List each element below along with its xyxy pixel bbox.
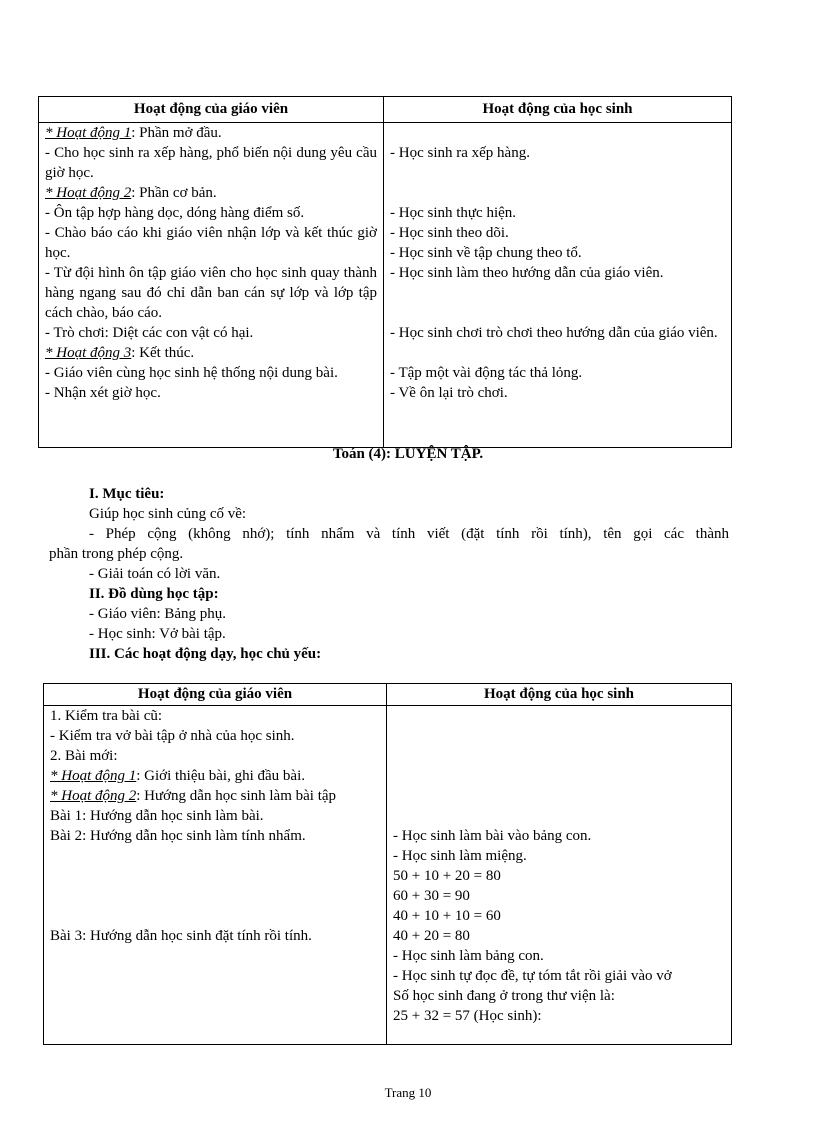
activity-1-label: * Hoạt động 1 bbox=[45, 125, 132, 141]
exercise-line: Bài 3: Hướng dẫn học sinh đặt tính rồi tính. bbox=[50, 928, 312, 944]
materials-item: - Giáo viên: Bảng phụ. bbox=[89, 606, 227, 622]
page-number: Trang 10 bbox=[384, 1085, 432, 1100]
activity-3-label: * Hoạt động 3 bbox=[45, 345, 132, 361]
header-student: Hoạt động của học sinh bbox=[387, 684, 732, 706]
exercise-line: Bài 2: Hướng dẫn học sinh làm tính nhẩm. bbox=[50, 828, 306, 844]
student-line: - Học sinh theo dõi. bbox=[390, 225, 509, 241]
activity-2-line bbox=[45, 183, 377, 203]
math-expression: 60 + 30 = 90 bbox=[393, 888, 470, 904]
materials-heading: II. Đồ dùng học tập: bbox=[89, 586, 219, 602]
activity-2-text: : Phần cơ bản. bbox=[131, 185, 217, 201]
lesson-title: Toán (4): LUYỆN TẬP. bbox=[332, 446, 484, 462]
activity-2-line bbox=[50, 786, 380, 806]
header-teacher: Hoạt động của giáo viên bbox=[39, 97, 384, 123]
student-line: - Học sinh chơi trò chơi theo hướng dẫn của giáo viên. bbox=[390, 325, 718, 341]
teacher-cell bbox=[44, 706, 387, 1045]
teacher-line: 1. Kiểm tra bài cũ: bbox=[50, 708, 163, 724]
activity-1-text: : Giới thiệu bài, ghi đầu bài. bbox=[136, 768, 305, 784]
student-line: Số học sinh đang ở trong thư viện là: bbox=[393, 988, 615, 1004]
student-line: - Về ôn lại trò chơi. bbox=[390, 385, 508, 401]
math-expression: 40 + 20 = 80 bbox=[393, 928, 470, 944]
objective-item: - Giải toán có lời văn. bbox=[89, 566, 221, 582]
activity-3-text: : Kết thúc. bbox=[131, 345, 195, 361]
materials-item: - Học sinh: Vở bài tập. bbox=[89, 626, 226, 642]
activity-table-2 bbox=[43, 683, 732, 1045]
teacher-line: 2. Bài mới: bbox=[50, 748, 118, 764]
teacher-line: - Cho học sinh ra xếp hàng, phổ biến nội dung yêu cầu giờ học. bbox=[45, 145, 377, 181]
teacher-line: - Kiểm tra vở bài tập ở nhà của học sinh. bbox=[50, 728, 295, 744]
activities-heading: III. Các hoạt động dạy, học chủ yếu: bbox=[89, 646, 322, 662]
student-line: - Học sinh làm bài vào bảng con. bbox=[393, 828, 592, 844]
student-line: - Học sinh làm theo hướng dẫn của giáo viên. bbox=[390, 265, 664, 281]
teacher-line: - Từ đội hình ôn tập giáo viên cho học sinh quay thành hàng ngang sau đó chỉ dẫn ban cán sự lớp và lớp tập cách chào, báo cáo. bbox=[45, 265, 377, 321]
activity-table-1 bbox=[38, 96, 732, 448]
activity-2-text: : Hướng dẫn học sinh làm bài tập bbox=[136, 788, 337, 804]
table-header-row bbox=[44, 684, 732, 706]
table-row bbox=[39, 123, 732, 448]
math-expression: 50 + 10 + 20 = 80 bbox=[393, 868, 501, 884]
teacher-line: - Chào báo cáo khi giáo viên nhận lớp và kết thúc giờ học. bbox=[45, 225, 377, 261]
table-row bbox=[44, 706, 732, 1045]
activity-1-line bbox=[50, 766, 380, 786]
activity-3-line bbox=[45, 343, 377, 363]
teacher-line: - Giáo viên cùng học sinh hệ thống nội dung bài. bbox=[45, 365, 338, 381]
objectives-intro: Giúp học sinh củng cố về: bbox=[89, 506, 247, 522]
table-header-row bbox=[39, 97, 732, 123]
activity-1-text: : Phần mở đầu. bbox=[131, 125, 222, 141]
exercise-line: Bài 1: Hướng dẫn học sinh làm bài. bbox=[50, 808, 264, 824]
student-line: - Học sinh làm miệng. bbox=[393, 848, 527, 864]
header-teacher: Hoạt động của giáo viên bbox=[44, 684, 387, 706]
student-line: - Tập một vài động tác thả lỏng. bbox=[390, 365, 583, 381]
activity-2-label: * Hoạt động 2 bbox=[45, 185, 132, 201]
student-line: - Học sinh về tập chung theo tổ. bbox=[390, 245, 582, 261]
student-line: - Học sinh thực hiện. bbox=[390, 205, 517, 221]
student-cell bbox=[387, 706, 732, 1045]
activity-2-label: * Hoạt động 2 bbox=[50, 788, 137, 804]
teacher-line: - Nhận xét giờ học. bbox=[45, 385, 161, 401]
student-cell bbox=[384, 123, 732, 448]
objective-item-cont: phần trong phép cộng. bbox=[49, 546, 184, 562]
student-line: - Học sinh làm bảng con. bbox=[393, 948, 544, 964]
teacher-line: - Ôn tập hợp hàng dọc, dóng hàng điểm số. bbox=[45, 205, 305, 221]
header-student: Hoạt động của học sinh bbox=[384, 97, 732, 123]
student-line: 25 + 32 = 57 (Học sinh): bbox=[393, 1008, 542, 1024]
teacher-line: - Trò chơi: Diệt các con vật có hại. bbox=[45, 325, 254, 341]
student-line: - Học sinh ra xếp hàng. bbox=[390, 145, 530, 161]
objective-item: - Phép cộng (không nhớ); tính nhẩm và tính viết (đặt tính rồi tính), tên gọi các thành bbox=[89, 526, 729, 542]
math-expression: 40 + 10 + 10 = 60 bbox=[393, 908, 501, 924]
activity-1-line bbox=[45, 123, 377, 143]
student-line: - Học sinh tự đọc đề, tự tóm tắt rồi giải vào vở bbox=[393, 968, 672, 984]
activity-1-label: * Hoạt động 1 bbox=[50, 768, 137, 784]
teacher-cell bbox=[39, 123, 384, 448]
objectives-heading: I. Mục tiêu: bbox=[89, 486, 165, 502]
